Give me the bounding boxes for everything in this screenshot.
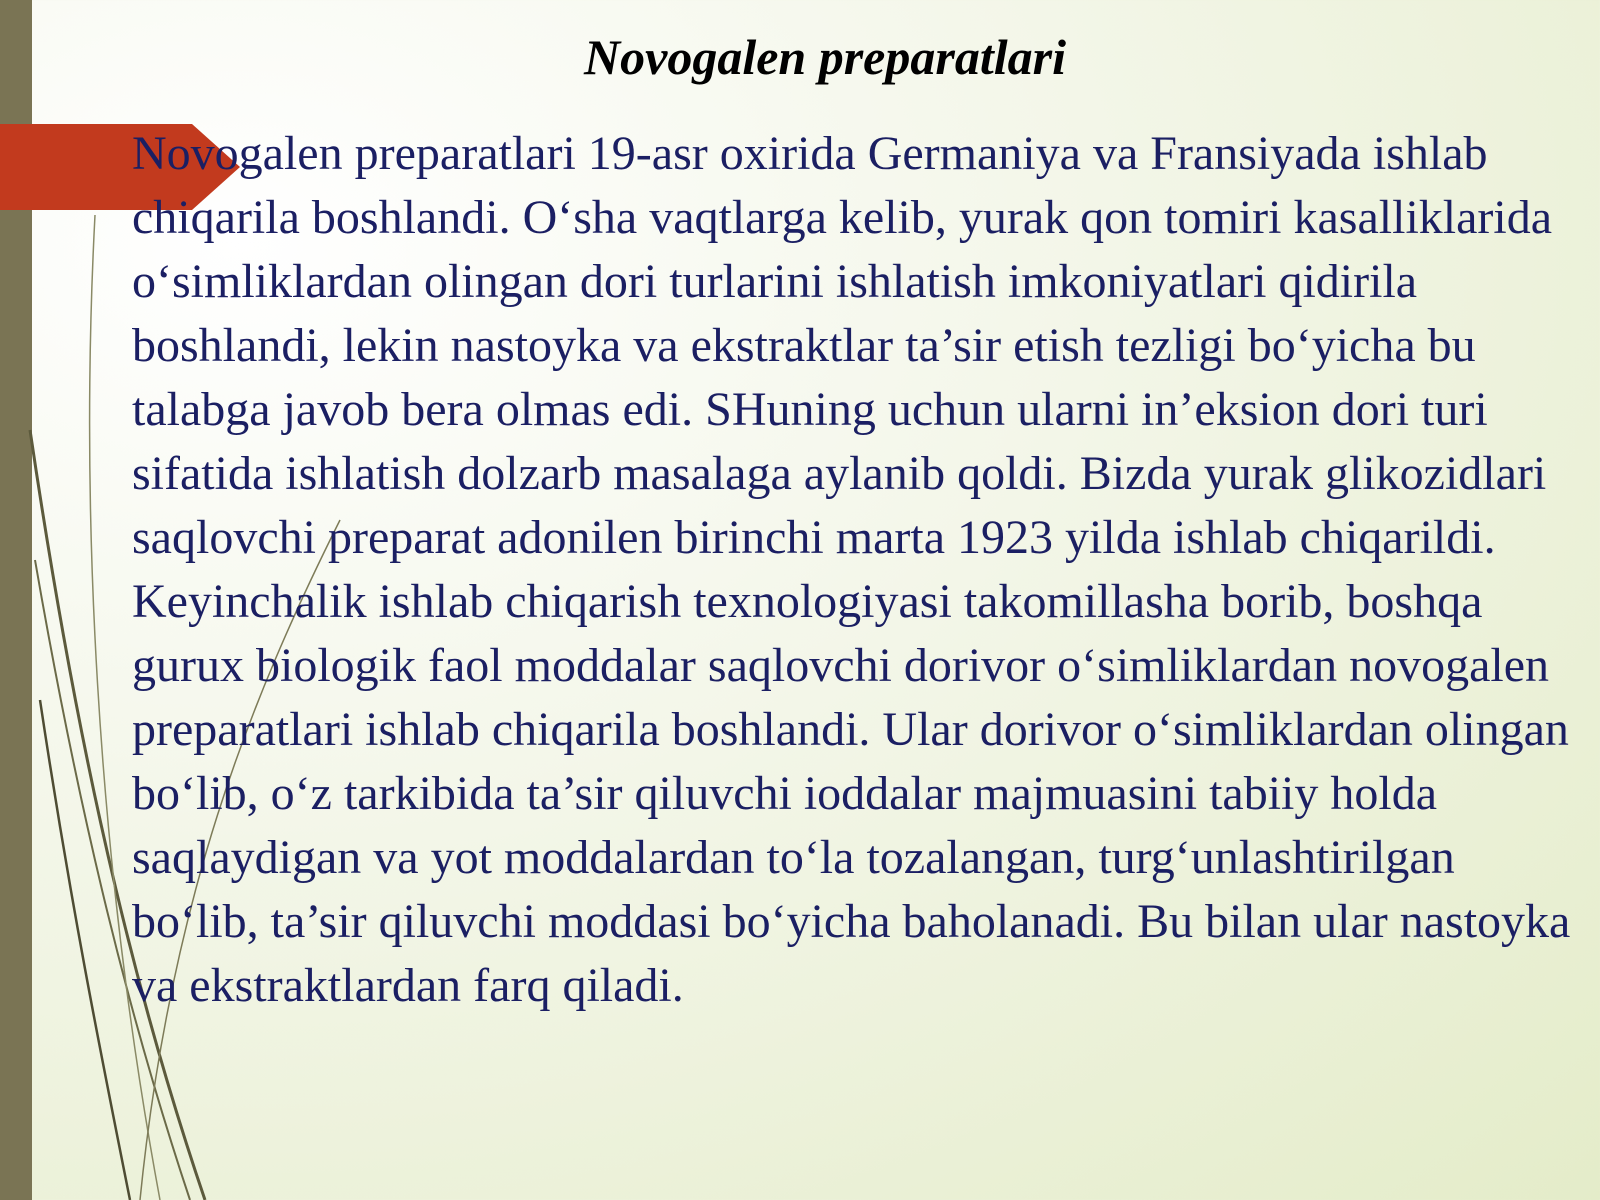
slide-title: Novogalen preparatlari bbox=[584, 29, 1066, 85]
slide-body-text: Novogalen preparatlari 19-asr oxirida Germaniya va Fransiyada ishlab chiqarila boshlandi. O‘sha vaqtlarga kelib, yurak qon tomiri kasalliklarida o‘simliklardan olingan dori turlarini ishlatish imkoniyatlari qidirila boshlandi, lekin nastoyka va ekstraktlar ta’sir etish tezligi bo‘yicha bu talabga javob bera olmas edi. SHuning uchun ularni in’eksion dori turi sifatida ishlatish dolzarb masalaga aylanib qoldi. Bizda yurak glikozidlari saqlovchi preparat adonilen birinchi marta 1923 yilda ishlab chiqarildi. Keyinchalik ishlab chiqarish texnologiyasi takomillasha borib, boshqa gurux biologik faol moddalar saqlovchi dorivor o‘simliklardan novogalen preparatlari ishlab chiqarila boshlandi. Ular dorivor o‘simliklardan olingan bo‘lib, o‘z tarkibida ta’sir qiluvchi ioddalar majmuasini tabiiy holda saqlaydigan va yot moddalardan to‘la tozalangan, turg‘unlashtirilgan bo‘lib, ta’sir qiluvchi moddasi bo‘yicha baholanadi. Bu bilan ular nastoyka va ekstraktlardan farq qiladi. bbox=[132, 127, 1571, 1012]
grass-line bbox=[40, 700, 130, 1200]
